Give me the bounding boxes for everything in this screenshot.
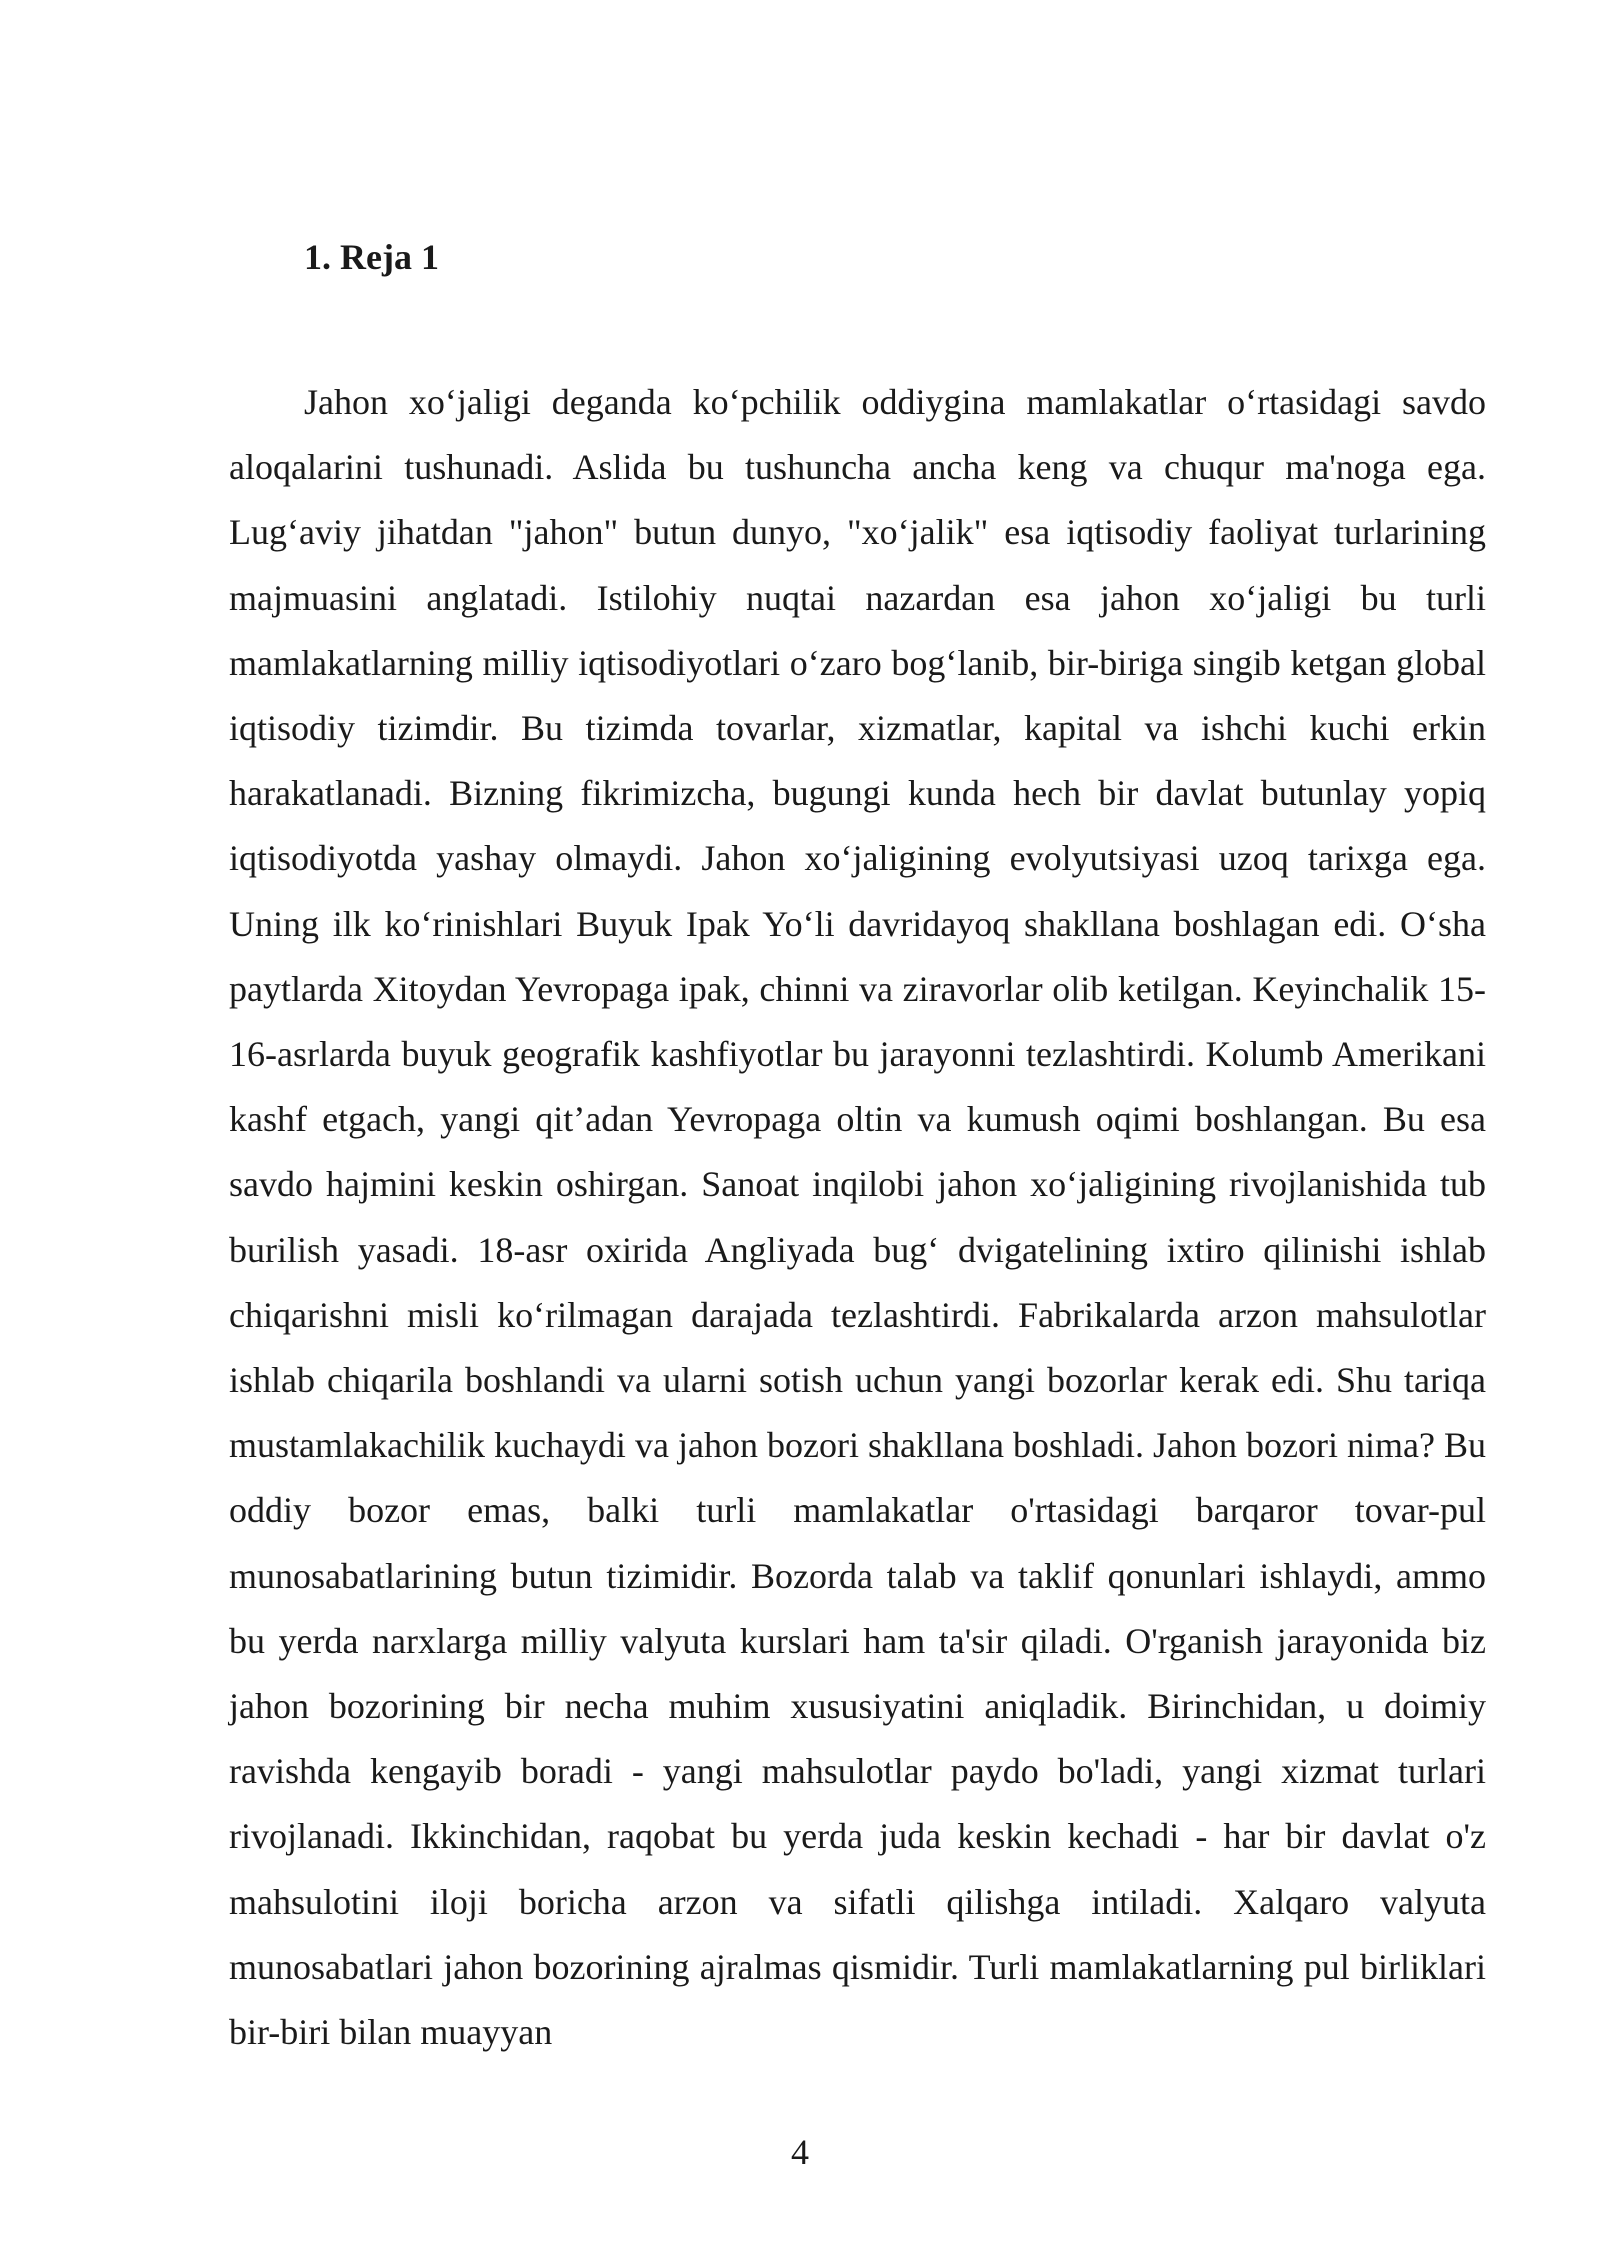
- page-number: 4: [791, 2132, 809, 2172]
- body-paragraph: Jahon xo‘jaligi deganda ko‘pchilik oddiygina mamlakatlar o‘rtasidagi savdo aloqalarini tushunadi. Aslida bu tushuncha ancha keng va chuqur ma'noga ega. Lug‘aviy jihatdan "jahon" butun dunyo, "xo‘jalik" esa iqtisodiy faoliyat turlarining majmuasini anglatadi. Istilohiy nuqtai nazardan esa jahon xo‘jaligi bu turli mamlakatlarning milliy iqtisodiyotlari o‘zaro bog‘lanib, bir-biriga singib ketgan global iqtisodiy tizimdir. Bu tizimda tovarlar, xizmatlar, kapital va ishchi kuchi erkin harakatlanadi. Bizning fikrimizcha, bugungi kunda hech bir davlat butunlay yopiq iqtisodiyotda yashay olmaydi. Jahon xo‘jaligining evolyutsiyasi uzoq tarixga ega. Uning ilk ko‘rinishlari Buyuk Ipak Yo‘li davridayoq shakllana boshlagan edi. O‘sha paytlarda Xitoydan Yevropaga ipak, chinni va ziravorlar olib ketilgan. Keyinchalik 15-16-asrlarda buyuk geografik kashfiyotlar bu jarayonni tezlashtirdi. Kolumb Amerikani kashf etgach, yangi qit’adan Yevropaga oltin va kumush oqimi boshlangan. Bu esa savdo hajmini keskin oshirgan. Sanoat inqilobi jahon xo‘jaligining rivojlanishida tub burilish yasadi. 18-asr oxirida Angliyada bug‘ dvigatelining ixtiro qilinishi ishlab chiqarishni misli ko‘rilmagan darajada tezlashtirdi. Fabrikalarda arzon mahsulotlar ishlab chiqarila boshlandi va ularni sotish uchun yangi bozorlar kerak edi. Shu tariqa mustamlakachilik kuchaydi va jahon bozori shakllana boshladi. Jahon bozori nima? Bu oddiy bozor emas, balki turli mamlakatlar o'rtasidagi barqaror tovar-pul munosabatlarining butun tizimidir. Bozorda talab va taklif qonunlari ishlaydi, ammo bu yerda narxlarga milliy valyuta kurslari ham ta'sir qiladi. O'rganish jarayonida biz jahon bozorining bir necha muhim xususiyatini aniqladik. Birinchidan, u doimiy ravishda kengayib boradi - yangi mahsulotlar paydo bo'ladi, yangi xizmat turlari rivojlanadi. Ikkinchidan, raqobat bu yerda juda keskin kechadi - har bir davlat o'z mahsulotini iloji boricha arzon va sifatli qilishga intiladi. Xalqaro valyuta munosabatlari jahon bozorining ajralmas qismidir. Turli mamlakatlarning pul birliklari bir-biri bilan muayyan: [229, 382, 1486, 2053]
- section-heading: 1. Reja 1: [304, 237, 439, 277]
